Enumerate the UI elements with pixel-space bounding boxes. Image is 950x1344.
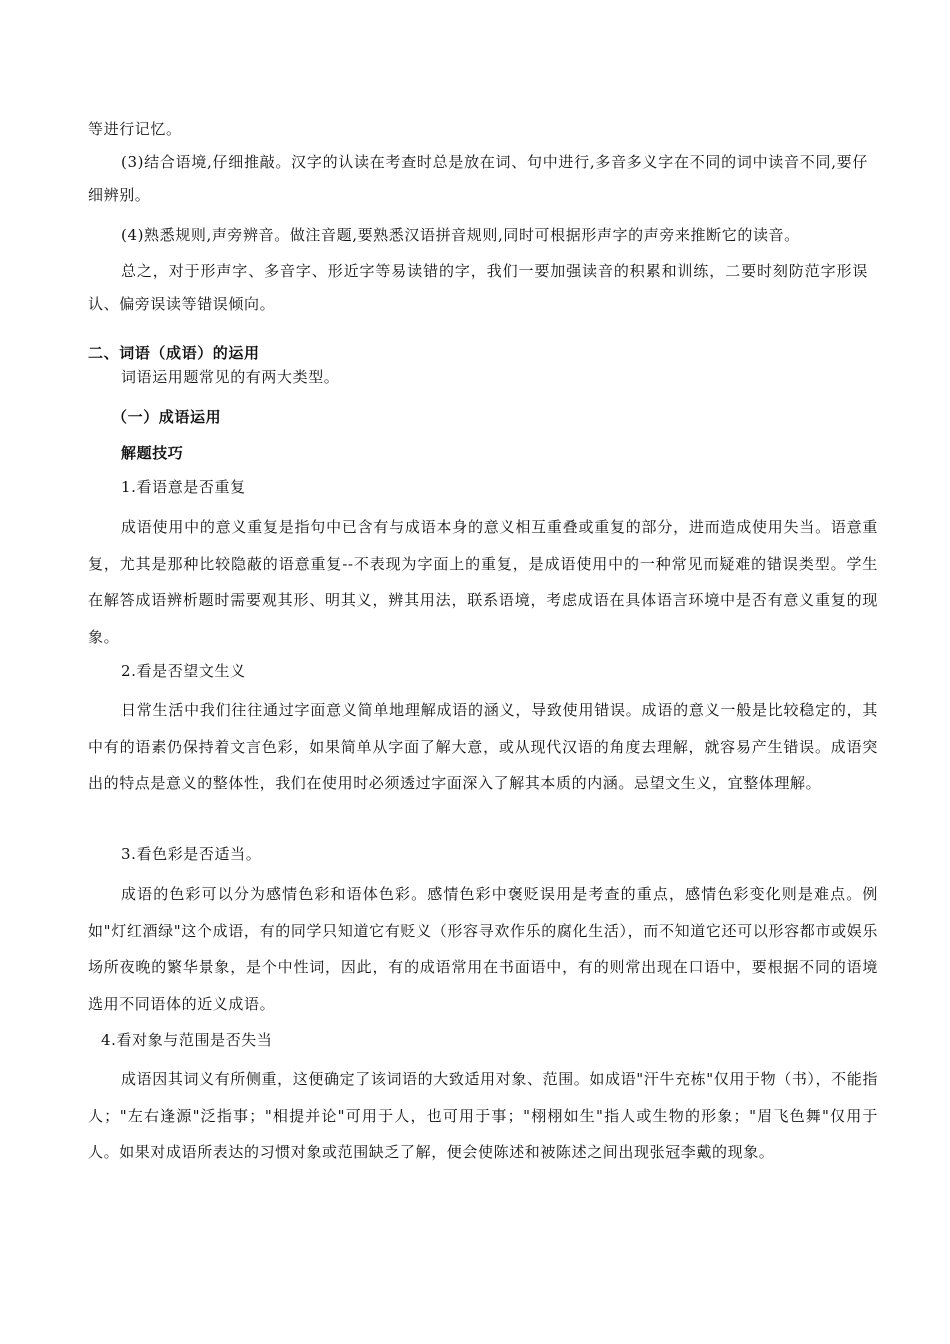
item-2-body: 日常生活中我们往往通过字面意义简单地理解成语的涵义，导致使用错误。成语的意义一般是比较稳定的，其中有的语素仍保持着文言色彩，如果简单从字面了解大意，或从现代汉语的角度去理解，就容易产生错误。成语突出的特点是意义的整体性，我们在使用时必须透过字面深入了解其本质的内涵。忌望文生义，宜整体理解。 [88,701,878,792]
tips-heading: 解题技巧 [121,444,184,462]
item-3-body: 成语的色彩可以分为感情色彩和语体色彩。感情色彩中褒贬误用是考查的重点，感情色彩变化则是难点。例如"灯红酒绿"这个成语，有的同学只知道它有贬义（形容寻欢作乐的腐化生活），而不知道它还可以形容都市或娱乐场所夜晚的繁华景象，是个中性词，因此，有的成语常用在书面语中，有的则常出现在口语中，要根据不同的语境选用不同语体的近义成语。 [88,885,878,1013]
paragraph-summary: 总之，对于形声字、多音字、形近字等易读错的字，我们一要加强读音的积累和训练，二要时刻防范字形误认、偏旁误读等错误倾向。 [88,262,868,313]
item-3-title: 3.看色彩是否适当。 [121,845,262,863]
paragraph-continuation: 等进行记忆。 [88,120,182,138]
section-heading: 二、词语（成语）的运用 [88,344,260,362]
item-4-title: 4.看对象与范围是否失当 [101,1031,273,1049]
paragraph-tip-4: (4)熟悉规则,声旁辨音。做注音题,要熟悉汉语拼音规则,同时可根据形声字的声旁来推断它的读音。 [121,226,800,244]
subsection-heading: （一）成语运用 [112,408,222,426]
section-intro: 词语运用题常见的有两大类型。 [121,368,340,386]
paragraph-tip-3: (3)结合语境,仔细推敲。汉字的认读在考查时总是放在词、句中进行,多音多义字在不同的词中读音不同,要仔细辨别。 [88,153,868,204]
item-4-body: 成语因其词义有所侧重，这便确定了该词语的大致适用对象、范围。如成语"汗牛充栋"仅用于物（书），不能指人；"左右逢源"泛指事；"相提并论"可用于人，也可用于事；"栩栩如生"指人或生物的形象；"眉飞色舞"仅用于人。如果对成语所表达的习惯对象或范围缺乏了解，便会使陈述和被陈述之间出现张冠李戴的现象。 [88,1070,878,1161]
item-1-title: 1.看语意是否重复 [121,478,246,496]
item-2-title: 2.看是否望文生义 [121,662,246,680]
item-1-body: 成语使用中的意义重复是指句中已含有与成语本身的意义相互重叠或重复的部分，进而造成使用失当。语意重复，尤其是那种比较隐蔽的语意重复--不表现为字面上的重复，是成语使用中的一种常见而疑难的错误类型。学生在解答成语辨析题时需要观其形、明其义，辨其用法，联系语境，考虑成语在具体语言环境中是否有意义重复的现象。 [88,518,878,646]
